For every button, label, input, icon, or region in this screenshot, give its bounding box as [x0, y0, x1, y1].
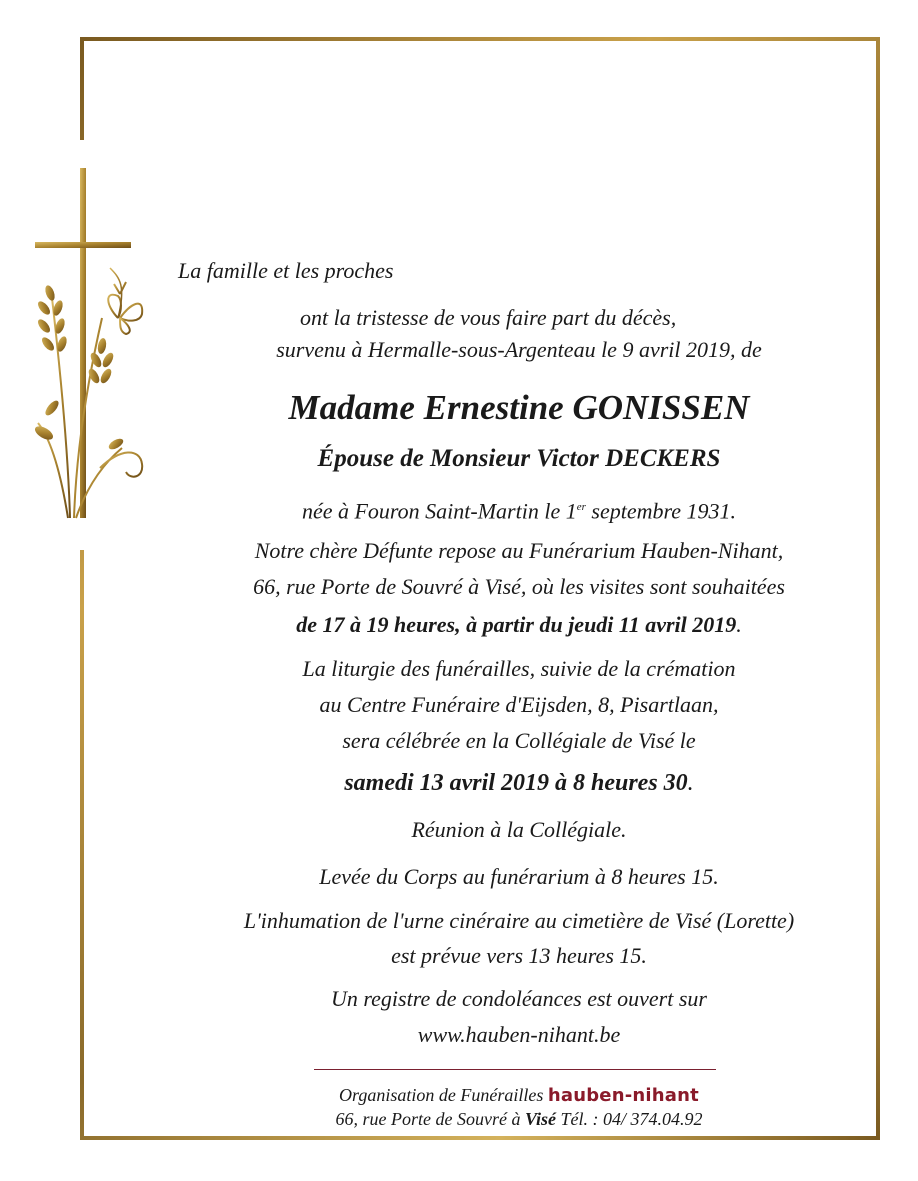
visitation-line-1: Notre chère Défunte repose au Funérarium Hauben-Nihant, [254, 538, 784, 563]
birth-sup: er [576, 501, 586, 513]
liturgy-date-end: . [687, 770, 694, 796]
liturgy-line-3: sera célébrée en la Collégiale de Visé le [342, 728, 696, 753]
birth-line [60, 494, 918, 524]
liturgy-line-2: au Centre Funéraire d'Eijsden, 8, Pisartlaan, [319, 692, 719, 717]
visitation-line-2: 66, rue Porte de Souvré à Visé, où les visites sont souhaitées [253, 574, 785, 599]
registry-url[interactable]: www.hauben-nihant.be [417, 1022, 621, 1047]
deceased-name: Madame Ernestine GONISSEN [288, 388, 750, 427]
footer-address-line [60, 1108, 918, 1130]
footer-addr-phone: Tél. : 04/ 374.04.92 [555, 1109, 703, 1129]
brand-logo: hauben-nihant [547, 1085, 699, 1106]
meeting-line: Réunion à la Collégiale. [411, 817, 627, 842]
spouse-line: Épouse de Monsieur Victor DECKERS [317, 445, 721, 472]
registry-line-1: Un registre de condoléances est ouvert sur [331, 986, 707, 1011]
liturgy-line-1: La liturgie des funérailles, suivie de la crémation [302, 656, 736, 681]
burial-line-1: L'inhumation de l'urne cinéraire au cimetière de Visé (Lorette) [243, 908, 795, 933]
burial-line-2: est prévue vers 13 heures 15. [391, 943, 647, 968]
visitation-line-3 [60, 612, 918, 638]
levee-line: Levée du Corps au funérarium à 8 heures 15. [319, 864, 719, 889]
liturgy-date-bold: samedi 13 avril 2019 à 8 heures 30 [344, 770, 688, 796]
intro-line-1: La famille et les proches [178, 258, 394, 283]
footer-addr-city: Visé [524, 1109, 556, 1129]
birth-prefix: née à Fouron Saint-Martin le 1 [301, 498, 577, 524]
visitation-end: . [736, 612, 742, 637]
footer-divider [314, 1069, 716, 1070]
visitation-hours: de 17 à 19 heures, à partir du jeudi 11 avril 2019 [296, 612, 737, 637]
footer-addr-prefix: 66, rue Porte de Souvré à [335, 1109, 525, 1129]
footer-org-prefix: Organisation de Funérailles [339, 1085, 548, 1105]
intro-line-2: ont la tristesse de vous faire part du décès, [300, 305, 677, 330]
liturgy-date [60, 770, 918, 796]
birth-suffix: septembre 1931. [585, 498, 737, 524]
intro-line-3: survenu à Hermalle-sous-Argenteau le 9 avril 2019, de [276, 337, 762, 362]
footer-org-line [60, 1084, 918, 1107]
